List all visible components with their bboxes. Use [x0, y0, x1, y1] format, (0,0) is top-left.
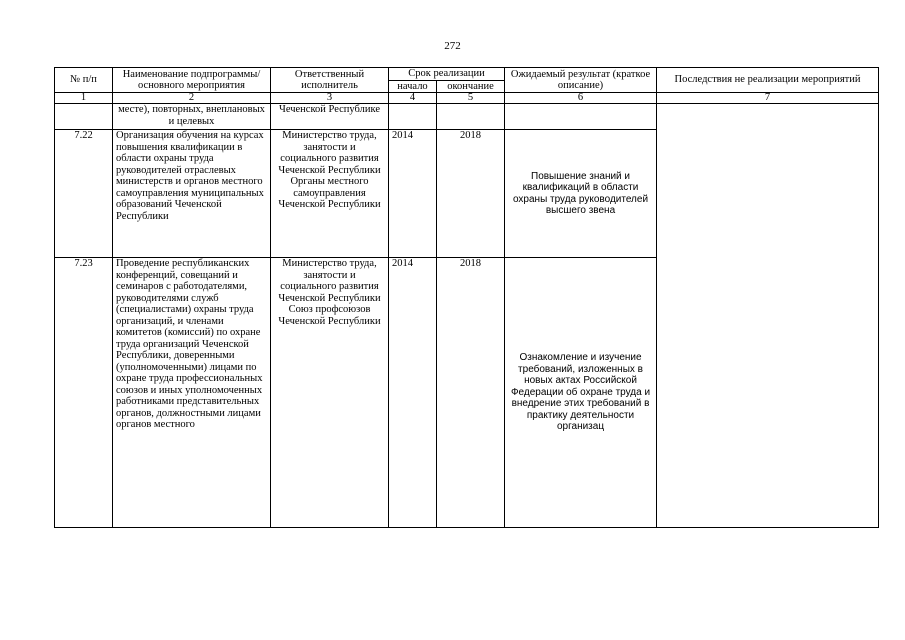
header-period: Срок реализации [389, 68, 505, 81]
row-executor: Министерство труда, занятости и социального развития Чеченской Республики Союз профсоюзов Чеченской Республики [271, 258, 389, 528]
page-number: 272 [444, 40, 461, 52]
column-index: 3 [271, 93, 389, 104]
header-name: Наименование подпрограммы/ основного мероприятия [113, 68, 271, 93]
row-name: Организация обучения на курсах повышения квалификации в области охраны труда руководителей отраслевых министерств и органов местного самоуправления муниципальных образований Чеченской Республики [113, 130, 271, 258]
row-number: 7.22 [55, 130, 113, 258]
row-end: 2018 [437, 258, 505, 528]
row-name: Проведение республиканских конференций, совещаний и семинаров с работодателями, руководителями служб (специалистами) охраны труда организаций, и членами комитетов (комиссий) по охране труда организаций Чеченской Республики, доверенными (уполномоченными) лицами по охране труда профессиональных союзов и иных уполномоченных работниками представительных органов, должностными лицами органов местного [113, 258, 271, 528]
row-end: 2018 [437, 130, 505, 258]
program-table [54, 67, 879, 528]
header-executor: Ответственный исполнитель [271, 68, 389, 93]
header-start: начало [389, 80, 437, 93]
row-end [437, 104, 505, 130]
row-executor: Чеченской Республике [271, 104, 389, 130]
table-row [55, 104, 879, 130]
header-result: Ожидаемый результат (краткое описание) [505, 68, 657, 93]
row-number: 7.23 [55, 258, 113, 528]
column-index: 4 [389, 93, 437, 104]
column-index-row [55, 93, 879, 104]
column-index: 2 [113, 93, 271, 104]
row-result [505, 104, 657, 130]
column-index: 1 [55, 93, 113, 104]
consequences-cell [657, 104, 879, 528]
column-index: 7 [657, 93, 879, 104]
row-start: 2014 [389, 130, 437, 258]
row-name: месте), повторных, внеплановых и целевых [113, 104, 271, 130]
row-start [389, 104, 437, 130]
header-end: окончание [437, 80, 505, 93]
row-result: Повышение знаний и квалификаций в области охраны труда руководителей высшего звена [505, 130, 657, 258]
column-index: 6 [505, 93, 657, 104]
header-row [55, 68, 879, 81]
row-result: Ознакомление и изучение требований, изложенных в новых актах Российской Федерации об охране труда и внедрение этих требований в практику деятельности организац [505, 258, 657, 528]
header-num: № п/п [55, 68, 113, 93]
column-index: 5 [437, 93, 505, 104]
header-consequences: Последствия не реализации мероприятий [657, 68, 879, 93]
row-executor: Министерство труда, занятости и социального развития Чеченской Республики Органы местного самоуправления Чеченской Республики [271, 130, 389, 258]
row-number [55, 104, 113, 130]
row-start: 2014 [389, 258, 437, 528]
